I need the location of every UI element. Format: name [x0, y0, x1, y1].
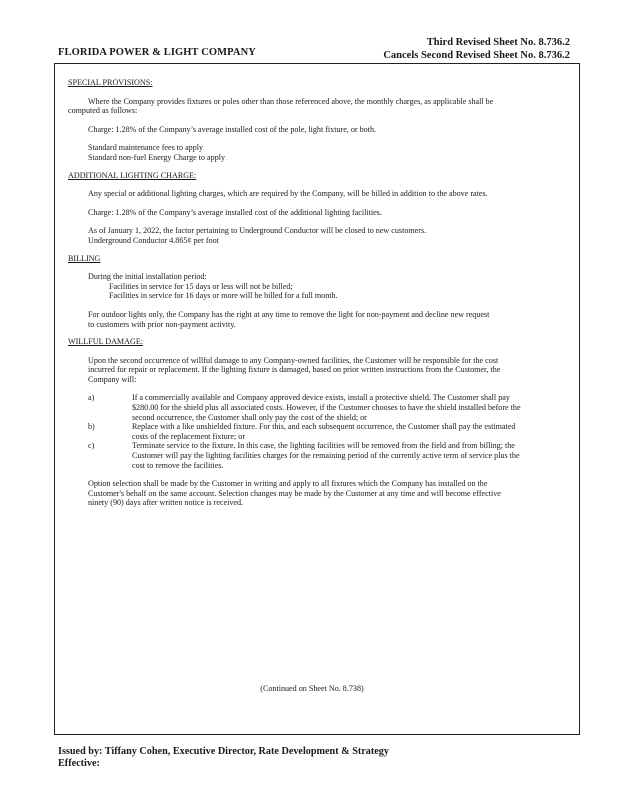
- option-label: c): [88, 441, 95, 451]
- option-line: If a commercially available and Company approved device exists, install a protective shield. The Customer shall pay: [132, 393, 510, 403]
- option-line: cost to remove the facilities.: [132, 460, 224, 470]
- billing-item: Facilities in service for 15 days or less will not be billed;: [109, 281, 293, 291]
- option-label: b): [88, 422, 95, 432]
- option-b: [68, 422, 566, 441]
- option-line: Terminate service to the fixture. In this case, the lighting facilities will be removed from the field and from billing; the: [132, 441, 515, 451]
- footer: [58, 746, 389, 770]
- outdoor-lights-line: For outdoor lights only, the Company has the right at any time to remove the light for non-payment and decline new request: [88, 309, 490, 319]
- willful-damage-heading: WILLFUL DAMAGE:: [68, 337, 144, 347]
- option-line: second occurrence, the Customer shall only pay the cost of the shield; or: [132, 412, 367, 422]
- effective-date: Effective:: [58, 758, 100, 769]
- billing-heading: BILLING: [68, 253, 101, 263]
- billing-period: During the initial installation period:: [88, 272, 207, 282]
- tariff-content: [68, 78, 566, 508]
- willful-damage-intro-line: Company will:: [88, 374, 137, 384]
- billing-item: Facilities in service for 16 days or more will be billed for a full month.: [109, 291, 338, 301]
- underground-conductor: Underground Conductor 4.865¢ per foot: [88, 235, 219, 245]
- additional-lighting-special: Any special or additional lighting charges, which are required by the Company, will be billed in addition to the above rates.: [88, 189, 488, 199]
- option-selection-line: Customer's behalf on the same account. Selection changes may be made by the Customer at any time and will become effective: [88, 488, 501, 498]
- header-sheet-info: [383, 37, 570, 62]
- sheet-number: Third Revised Sheet No. 8.736.2: [426, 37, 570, 48]
- option-c: [68, 441, 566, 470]
- option-line: Replace with a like unshielded fixture. For this, and each subsequent occurrence, the Customer shall pay the estimated: [132, 422, 516, 432]
- willful-damage-intro-line: incurred for repair or replacement. If the lighting fixture is damaged, based on prior written instructions from the Customer, the: [88, 365, 501, 375]
- option-line: costs of the replacement fixture; or: [132, 431, 246, 441]
- option-selection-line: Option selection shall be made by the Customer in writing and apply to all fixtures which the Company has installed on the: [88, 479, 488, 489]
- option-selection-line: ninety (90) days after written notice is received.: [88, 498, 244, 508]
- maintenance-fees: Standard maintenance fees to apply: [88, 143, 204, 153]
- cancels-sheet-number: Cancels Second Revised Sheet No. 8.736.2: [383, 49, 570, 61]
- issued-by: Issued by: Tiffany Cohen, Executive Director, Rate Development & Strategy: [58, 746, 389, 757]
- underground-factor: As of January 1, 2022, the factor pertaining to Underground Conductor will be closed to new customers.: [88, 226, 427, 236]
- additional-lighting-charge: Charge: 1.28% of the Company’s average installed cost of the additional lighting facilities.: [88, 207, 382, 217]
- outdoor-lights-line: to customers with prior non-payment activity.: [88, 319, 236, 329]
- continued-note: (Continued on Sheet No. 8.738): [260, 684, 364, 693]
- option-line: $280.00 for the shield plus all associated costs. However, if the Customer chooses to have the shield installed before the: [132, 403, 521, 413]
- willful-damage-intro-line: Upon the second occurrence of willful damage to any Company-owned facilities, the Customer will be responsible for the cost: [88, 355, 499, 365]
- energy-charge: Standard non-fuel Energy Charge to apply: [88, 152, 226, 162]
- option-label: a): [88, 393, 95, 403]
- special-provisions-charge: Charge: 1.28% of the Company’s average installed cost of the pole, light fixture, or both.: [88, 124, 377, 134]
- option-a: [68, 393, 566, 422]
- special-provisions-intro-line: computed as follows:: [68, 106, 138, 116]
- header-company: FLORIDA POWER & LIGHT COMPANY: [58, 47, 256, 58]
- special-provisions-heading: SPECIAL PROVISIONS:: [68, 78, 153, 87]
- special-provisions-intro-line: Where the Company provides fixtures or poles other than those referenced above, the monthly charges, as applicable shall be: [88, 96, 494, 106]
- additional-lighting-heading: ADDITIONAL LIGHTING CHARGE:: [68, 170, 197, 180]
- option-line: Customer will pay the lighting facilities charges for the remaining period of the currently active term of service plus the: [132, 451, 520, 461]
